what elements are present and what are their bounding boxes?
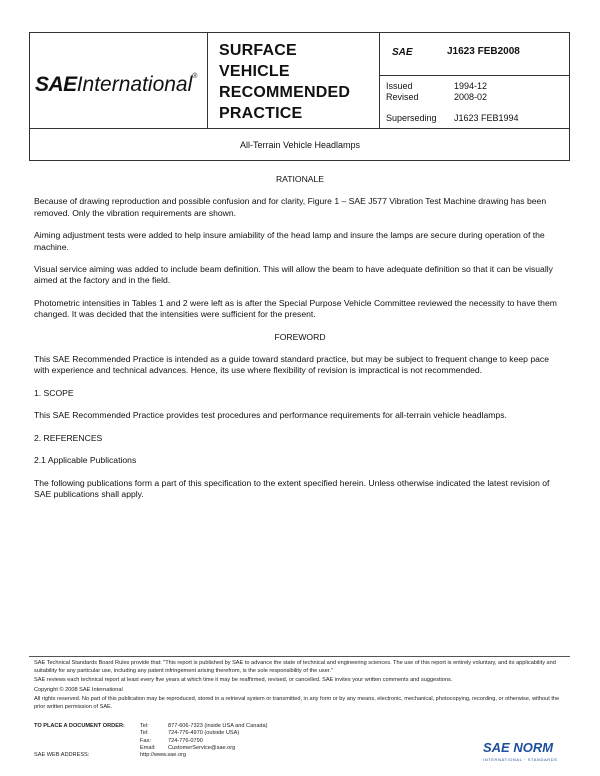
issued-row: Issued 1994-12: [386, 81, 488, 91]
section-1-heading: 1. SCOPE: [34, 387, 74, 398]
rationale-paragraph: Photometric intensities in Tables 1 and 2 were left as is after the Special Purpose Vehicle Committee reviewed the necessity to have them changed. It was decided that the intensities were sufficient for the present.: [34, 297, 557, 320]
section-1-paragraph: This SAE Recommended Practice provides test procedures and performance requirements for all-terrain vehicle headlamps.: [34, 410, 507, 421]
document-type: SURFACE VEHICLE RECOMMENDED PRACTICE: [219, 42, 351, 122]
section-2-1-heading: 2.1 Applicable Publications: [34, 455, 137, 466]
sae-norm-watermark: SAE NORM: [483, 740, 554, 755]
footer-divider: [29, 656, 570, 657]
rationale-heading: RATIONALE: [275, 174, 325, 184]
footer-rights: All rights reserved. No part of this publication may be reproduced, stored in a retrieval system or transmitted, in any form or by any means, electronic, mechanical, photocopying, recording, or otherwise, without the prior written permission of SAE.: [34, 696, 560, 710]
superseding-row: Superseding J1623 FEB1994: [386, 113, 519, 123]
sae-mark: SAE: [392, 47, 413, 58]
document-number: J1623 FEB2008: [447, 46, 520, 57]
rationale-paragraph: Visual service aiming was added to include beam definition. This will allow the beam to have adequate definition so that it can be visually aimed at the factory and in the field.: [34, 264, 553, 286]
section-2-heading: 2. REFERENCES: [34, 432, 103, 443]
footer-review: SAE reviews each technical report at least every five years at which time it may be reaffirmed, revised, or cancelled. SAE invites your written comments and suggestions.: [34, 677, 453, 684]
rationale-paragraph: Because of drawing reproduction and possible confusion and for clarity, Figure 1 – SAE J577 Vibration Test Machine drawing has been removed. Only the vibration requirements are shown.: [34, 196, 547, 218]
footer-copyright: Copyright © 2008 SAE International: [34, 686, 123, 693]
rationale-paragraph: Aiming adjustment tests were added to help insure amiability of the head lamp and insure the lamps are secure during operation of the machine.: [34, 230, 545, 252]
footer-notices: [34, 660, 564, 714]
sae-norm-watermark-sub: INTERNATIONAL · STANDARDS: [483, 757, 558, 762]
foreword-paragraph: This SAE Recommended Practice is intended as a guide toward standard practice, but may be subject to frequent change to keep pace with experience and technical advances. Hence, its use where flexibility of revision is impractical is not recommended.: [34, 354, 549, 376]
footer-rules: SAE Technical Standards Board Rules provide that: "This report is published by SAE to advance the state of technical and engineering sciences. The use of this report is entirely voluntary, and its applicability and suitability for any particular use, including any patent infringement arising therefrom, is the sole responsibility of the user.": [34, 660, 556, 674]
foreword-heading: FOREWORD: [274, 331, 326, 342]
header-box: [29, 32, 570, 161]
sae-international-logo: SAEInternational®: [35, 73, 198, 96]
email-link[interactable]: CustomerService@sae.org: [168, 744, 236, 751]
revised-row: Revised 2008-02: [386, 92, 488, 102]
document-body: [34, 174, 566, 511]
web-link[interactable]: http://www.sae.org: [140, 752, 187, 759]
order-info: TO PLACE A DOCUMENT ORDER: Tel: 877-606-7323 (inside USA and Canada) Tel: 724-776-4970 (outside USA) Fax: 724-776-0790 Email: CustomerService@sae.org SAE WEB ADDRESS: http://www.sae.org: [34, 723, 268, 759]
section-2-1-paragraph: The following publications form a part of this specification to the extent specified herein. Unless otherwise indicated the latest revision of SAE publications shall apply.: [34, 477, 550, 499]
document-title: All-Terrain Vehicle Headlamps: [239, 140, 361, 150]
